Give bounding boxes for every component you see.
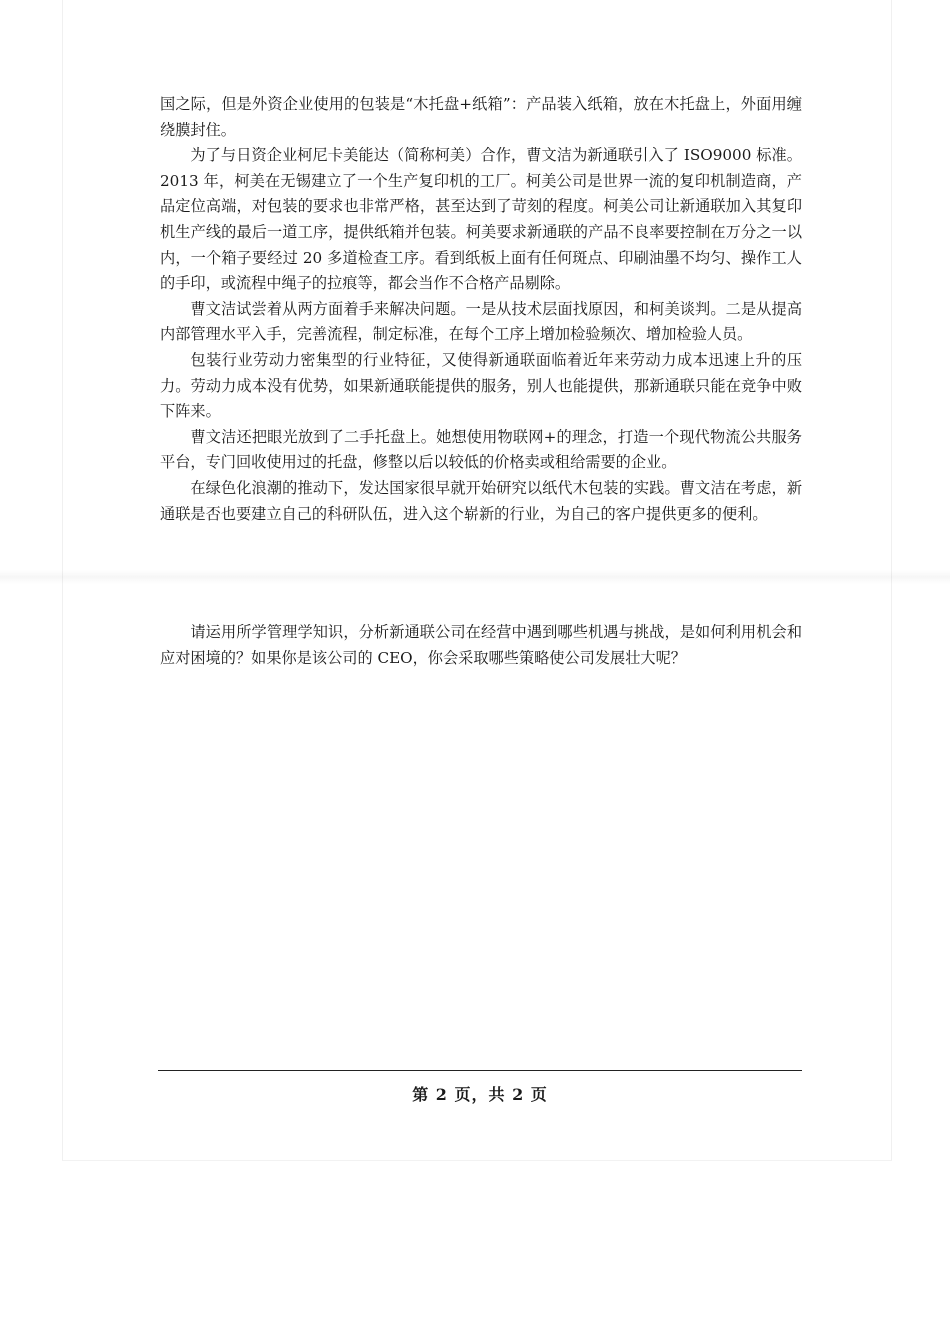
paragraph-green-packaging: 在绿色化浪潮的推动下，发达国家很早就开始研究以纸代木包装的实践。曹文洁在考虑，新通联是否也要建立自己的科研队伍，进入这个崭新的行业，为自己的客户提供更多的便利。 — [160, 478, 802, 523]
exam-question: 请运用所学管理学知识，分析新通联公司在经营中遇到哪些机遇与挑战，是如何利用机会和应对困境的？如果你是该公司的 CEO，你会采取哪些策略使公司发展壮大呢？ — [160, 623, 802, 667]
paragraph-continued: 国之际，但是外资企业使用的包装是“木托盘+纸箱”：产品装入纸箱，放在木托盘上，外面用缠绕膜封住。 — [160, 95, 802, 139]
case-body-text — [160, 92, 802, 527]
scan-fold-shadow — [0, 570, 950, 584]
footer-divider — [158, 1070, 802, 1071]
paragraph-problem-solving: 曹文洁试尝着从两方面着手来解决问题。一是从技术层面找原因，和柯美谈判。二是从提高内部管理水平入手，完善流程，制定标准，在每个工序上增加检验频次、增加检验人员。 — [160, 299, 802, 344]
paragraph-second-hand-pallets: 曹文洁还把眼光放到了二手托盘上。她想使用物联网+的理念，打造一个现代物流公共服务平台，专门回收使用过的托盘，修整以后以较低的价格卖或租给需要的企业。 — [160, 427, 802, 472]
paragraph-labor-cost: 包装行业劳动力密集型的行业特征，又使得新通联面临着近年来劳动力成本迅速上升的压力。劳动力成本没有优势，如果新通联能提供的服务，别人也能提供，那新通联只能在竞争中败下阵来。 — [160, 350, 802, 421]
page-number: 第 2 页，共 2 页 — [412, 1085, 548, 1104]
paragraph-konica-cooperation: 为了与日资企业柯尼卡美能达（简称柯美）合作，曹文洁为新通联引入了 ISO9000 标准。2013 年，柯美在无锡建立了一个生产复印机的工厂。柯美公司是世界一流的复印机制造商，产品定位高端，对包装的要求也非常严格，甚至达到了苛刻的程度。柯美公司让新通联加入其复印机生产线的最后一道工序，提供纸箱并包装。柯美要求新通联的产品不良率要控制在万分之一以内，一个箱子要经过 20 多道检查工序。看到纸板上面有任何斑点、印刷油墨不均匀、操作工人的手印，或流程中绳子的拉痕等，都会当作不合格产品剔除。 — [160, 146, 802, 293]
